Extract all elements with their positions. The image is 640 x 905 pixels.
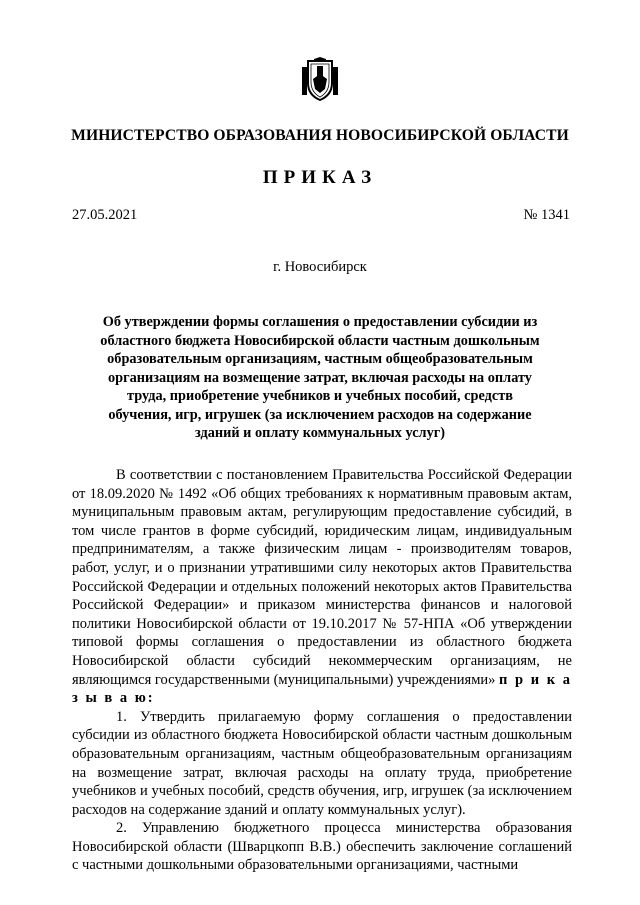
preamble-paragraph xyxy=(72,466,572,708)
document-subject: Об утверждении формы соглашения о предоставлении субсидии из областного бюджета Новосибирской области частным дошкольным образовательным организациям, частным общеобразовательным организациям на возмещение затрат, включая расходы на оплату труда, приобретение учебников и учебных пособий, средств обучения, игр, игрушек (за исключением расходов на содержание зданий и оплату коммунальных услуг) xyxy=(100,314,540,441)
document-city: г. Новосибирск xyxy=(273,259,367,275)
preamble-text: В соответствии с постановлением Правительства Российской Федерации от 18.09.2020 № 1492 «Об общих требованиях к нормативным правовым актам, муниципальным правовым актам, регулирующим предоставление субсидий, в том числе грантов в форме субсидий, юридическим лицам, индивидуальным предпринимателям, а также физическим лицам - производителям товаров, работ, услуг, и о признании утратившими силу некоторых актов Правительства Российской Федерации и отдельных положений некоторых актов Правительства Российской Федерации» и приказом министерства финансов и налоговой политики Новосибирской области от 19.10.2017 № 57-НПА «Об утверждении типовой формы соглашения о предоставлении из областного бюджета Новосибирской области субсидий некоммерческим организациям, не являющимся государственными (муниципальными) учреждениями» xyxy=(72,467,572,688)
document-number: № 1341 xyxy=(523,207,570,223)
item-1-paragraph: 1. Утвердить прилагаемую форму соглашения о предоставлении субсидии из областного бюджета Новосибирской области частным дошкольным образовательным организациям, частным общеобразовательным организациям на возмещение затрат, включая расходы на оплату труда, приобретение учебников и учебных пособий, средств обучения, игр, игрушек (за исключением расходов на содержание зданий и оплату коммунальных услуг). xyxy=(72,708,572,818)
document-date: 27.05.2021 xyxy=(72,207,138,223)
order-word: п р и к а з ы в а ю: xyxy=(72,671,573,707)
item-2-paragraph: 2. Управлению бюджетного процесса министерства образования Новосибирской области (Шварцкопп В.В.) обеспечить заключение соглашений с частными дошкольными образовательными организациями, частными xyxy=(72,820,572,874)
ministry-name: МИНИСТЕРСТВО ОБРАЗОВАНИЯ НОВОСИБИРСКОЙ ОБЛАСТИ xyxy=(71,127,569,144)
document-body xyxy=(72,466,572,875)
document-type: ПРИКАЗ xyxy=(262,167,378,188)
coat-of-arms-icon xyxy=(300,57,340,103)
